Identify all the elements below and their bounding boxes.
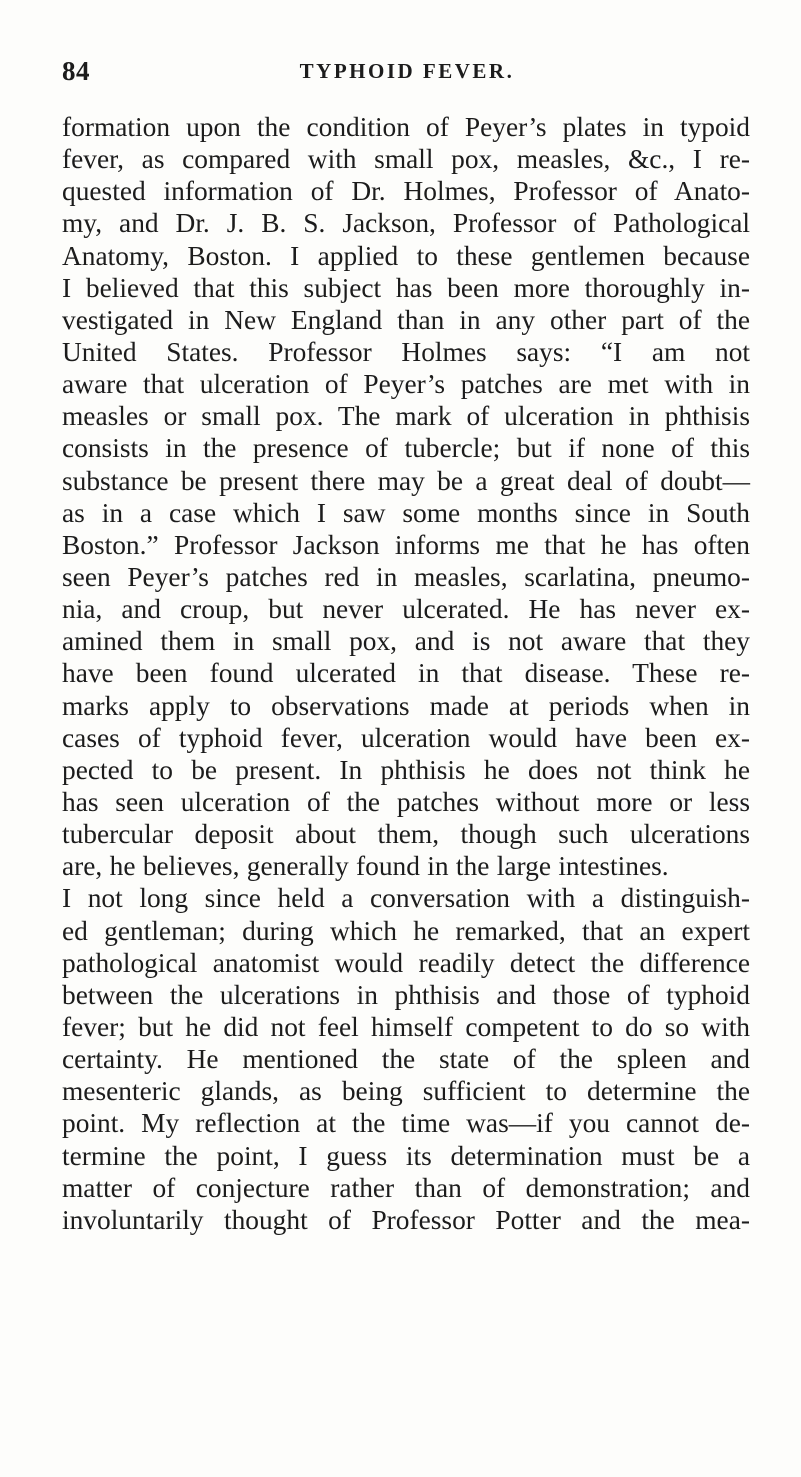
page-header [62, 56, 752, 90]
text-line: Anatomy, Boston. I applied to these gentlemen because [62, 240, 750, 271]
text-line: consists in the presence of tubercle; but if none of this [62, 433, 750, 464]
text-line: have been found ulcerated in that disease. These re- [62, 658, 750, 689]
text-line: pathological anatomist would readily detect the difference [62, 947, 750, 978]
text-line: my, and Dr. J. B. S. Jackson, Professor of Pathological [62, 208, 750, 239]
page-number: 84 [62, 56, 90, 86]
text-line: ed gentleman; during which he remarked, that an expert [62, 915, 750, 946]
text-line: has seen ulceration of the patches without more or less [62, 786, 750, 817]
text-line: involuntarily thought of Professor Potter and the mea- [62, 1204, 750, 1235]
text-line: mesenteric glands, as being sufficient to determine the [62, 1076, 750, 1107]
text-line: between the ulcerations in phthisis and those of typhoid [62, 979, 750, 1010]
text-line: quested information of Dr. Holmes, Professor of Anato- [62, 176, 750, 207]
text-line: amined them in small pox, and is not aware that they [62, 626, 750, 657]
text-line: measles or small pox. The mark of ulceration in phthisis [62, 401, 750, 432]
text-line: seen Peyer’s patches red in measles, scarlatina, pneumo- [62, 561, 750, 592]
text-line: substance be present there may be a great deal of doubt— [62, 465, 750, 496]
text-line: termine the point, I guess its determination must be a [62, 1140, 750, 1171]
text-line: are, he believes, generally found in the large intestines. [62, 851, 669, 882]
text-line: fever, as compared with small pox, measles, &c., I re- [62, 144, 750, 175]
text-line: certainty. He mentioned the state of the spleen and [62, 1044, 750, 1075]
text-line: I not long since held a conversation with a distinguish- [62, 883, 750, 914]
text-line: Boston.” Professor Jackson informs me that he has often [62, 529, 750, 560]
text-line: matter of conjecture rather than of demonstration; and [62, 1172, 750, 1203]
text-line: United States. Professor Holmes says: “I am not [62, 336, 750, 367]
text-line: cases of typhoid fever, ulceration would have been ex- [62, 722, 750, 753]
text-line: vestigated in New England than in any other part of the [62, 304, 750, 335]
text-line: formation upon the condition of Peyer’s plates in typoid [62, 112, 750, 142]
text-line: as in a case which I saw some months since in South [62, 497, 750, 528]
text-line: marks apply to observations made at periods when in [62, 690, 750, 721]
text-line: nia, and croup, but never ulcerated. He has never ex- [62, 594, 750, 625]
text-line: fever; but he did not feel himself competent to do so with [62, 1011, 750, 1042]
text-line: tubercular deposit about them, though such ulcerations [62, 819, 750, 850]
body-text [62, 111, 750, 1236]
text-line: point. My reflection at the time was—if you cannot de- [62, 1108, 750, 1139]
text-line: aware that ulceration of Peyer’s patches are met with in [62, 369, 750, 400]
text-line: pected to be present. In phthisis he does not think he [62, 754, 750, 785]
running-head: TYPHOID FEVER. [299, 59, 515, 83]
text-line: I believed that this subject has been more thoroughly in- [62, 272, 750, 303]
